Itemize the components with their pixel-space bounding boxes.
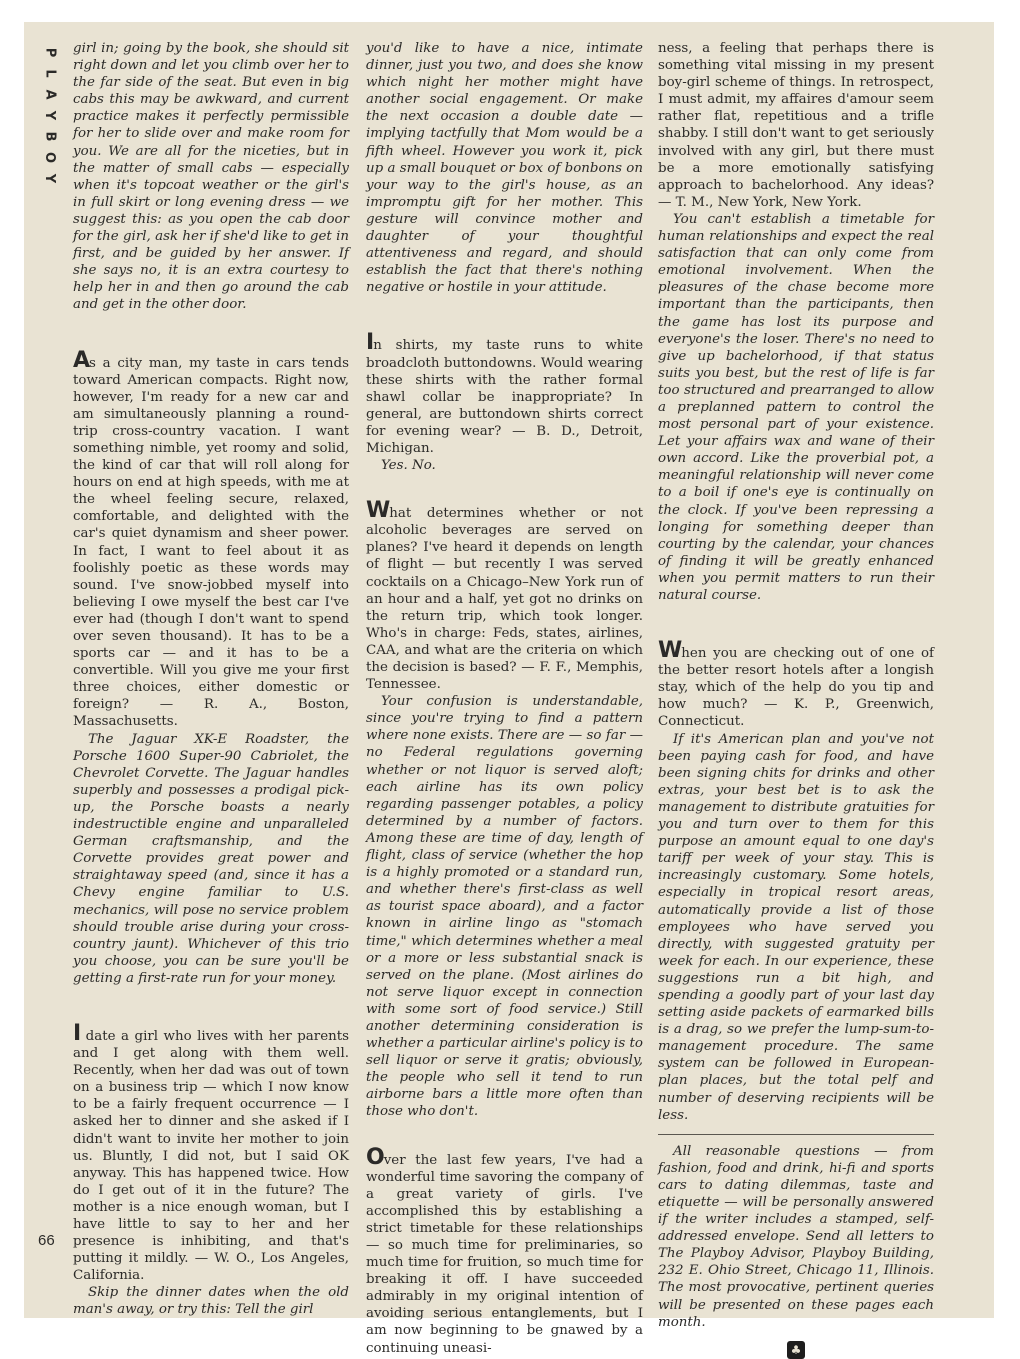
column-1	[73, 40, 349, 1319]
closing-note: All reasonable questions — from fashion, food and drink, hi-fi and sports cars to dating dilemmas, taste and etiquette — will be personally answered if the writer includes a stamped, self-addressed envelope. Send all letters to The Playboy Advisor, Playboy Building, 232 E. Ohio Street, Chicago 11, Illinois. The most provocative, pertinent queries will be presented on these pages each month.	[658, 1143, 934, 1330]
question-tipping: When you are checking out of one of the better resort hotels after a longish stay, which of the help do you tip and how much? — K. P., Greenwich, Connecticut.	[658, 638, 934, 730]
column-2	[366, 40, 643, 1357]
answer-planes: Your confusion is understandable, since you're trying to find a pattern where none exists. There are — so far — no Federal regulations governing whether or not liquor is served aloft; each airline has its own policy regarding passenger potables, a policy determined by a number of factors. Among these are time of day, length of flight, class of service (whether the hop is a highly promoted or a standard run, and whether there's first-class as well as tourist space aboard), and a factor known in airline lingo as "stomach time," which determines whether a meal or a more or less substantial snack is served on the plane. (Most airlines do not serve liquor except in connection with some sort of food service.) Still another determining consideration is whether a particular airline's policy is to sell liquor or serve it gratis; obviously, the people who sell it tend to run airborne bars a little more often than those who don't.	[366, 694, 643, 1120]
bunny-end-mark-icon: ♣	[787, 1341, 805, 1359]
side-label-letter: Y	[42, 173, 58, 184]
magazine-side-label	[38, 42, 58, 189]
answer-cars: The Jaguar XK-E Roadster, the Porsche 1600 Super-90 Cabriolet, the Chevrolet Corvette. The Jaguar handles superbly and possesses a prodigal pick-up, the Porsche boasts a nearly indestructible engine and unparalleled German craftsmanship, and the Corvette provides great power and straightaway speed (and, since it has a Chevy engine familiar to U.S. mechanics, will pose no service problem should trouble arise during your cross-country jaunt). Whichever of this trio you choose, you can be sure you'll be getting a first-rate run for your money.	[73, 731, 349, 986]
question-girls-continued: ness, a feeling that perhaps there is something vital missing in my present boy-girl scheme of things. In retrospect, I must admit, my affaires d'amour seem rather flat, repetitious and a trifle shabby. I still don't want to get seriously involved with any girl, but there must be a more emotionally satisfying approach to bachelorhood. Any ideas? — T. M., New York, New York.	[658, 41, 934, 210]
drop-cap: W	[658, 638, 682, 664]
question-girls: Over the last few years, I've had a wonderful time savoring the company of a great variety of girls. I've accomplished this by establishing a strict timetable for these relationships — so much time for preliminaries, so much time for fruition, so much time for breaking it off. I have succeeded admirably in my original intention of avoiding serious entanglements, but I am now beginning to be gnawed by a continuing uneasi-	[366, 1144, 643, 1356]
question-dinner: I date a girl who lives with her parents and I get along with them well. Recently, when her dad was out of town on a business trip — which I now know to be a fairly frequent occurrence — I asked her to dinner and she asked if I didn't want to invite her mother to join us. Bluntly, I did not, but I said OK anyway. This has happened twice. How do I get out of it in the future? The mother is a nice enough woman, but I have little to say to her and her presence is inhibiting, and that's putting it mildly. — W. O., Los Angeles, California.	[73, 1020, 349, 1284]
drop-cap: I	[73, 1020, 81, 1046]
answer-continued: girl in; going by the book, she should sit right down and let you climb over her to the far side of the seat. But even in big cabs this may be awkward, and current practice makes it perfectly permissible for her to slide over and make room for you. We are all for the niceties, but in the matter of small cabs — especially when it's topcoat weather or the girl's in full skirt or long evening dress — we suggest this: as you open the cab door for the girl, ask her if she'd like to get in first, and be guided by her answer. If she says no, it is an extra courtesy to help her in and then go around the cab and get in the other door.	[73, 41, 349, 313]
question-cars: As a city man, my taste in cars tends toward American compacts. Right now, however, I'm ready for a new car and am simultaneously planning a round-trip cross-country vacation. I want something nimble, yet roomy and solid, the kind of car that will roll along for hours on end at high speeds, with me at the wheel feeling secure, relaxed, comfortable, and delighted with the car's quiet dynamism and sheer power. In fact, I want to feel about it as foolishly poetic as these words may sound. I've snow-jobbed myself into believing I owe myself the best car I've ever had (though I don't want to spend over seven thousand). It has to be a sports car — and it has to be a convertible. Will you give me your first three choices, either domestic or foreign? — R. A., Boston, Massachusetts.	[73, 347, 349, 730]
answer-dinner: Skip the dinner dates when the old man's away, or try this: Tell the girl	[73, 1285, 349, 1318]
side-label-letter: L	[42, 69, 58, 78]
drop-cap: W	[366, 498, 390, 524]
side-label-letter: P	[42, 47, 58, 58]
drop-cap: O	[366, 1144, 384, 1170]
question-planes: What determines whether or not alcoholic beverages are served on planes? I've heard it depends on length of flight — but recently I was served cocktails on a Chicago–New York run of an hour and a half, yet got no drinks on the return trip, which took longer. Who's in charge: Feds, states, airlines, CAA, and what are the criteria on which the decision is based? — F. F., Memphis, Tennessee.	[366, 498, 643, 693]
side-label-letter: B	[42, 131, 58, 142]
answer-tipping: If it's American plan and you've not been paying cash for food, and have been signing chits for drinks and other extras, your best bet is to ask the management to distribute gratuities for you and turn over to them for this purpose an amount equal to one day's tariff per week of your stay. This is increasingly customary. Some hotels, especially in tropical resort areas, automatically provide a list of those employees who have served you directly, with suggested gratuity per week for each. In our experience, these suggestions run a bit high, and spending a goodly part of your last day setting aside packets of earmarked bills is a drag, so we prefer the lump-sum-to-management procedure. The same system can be followed in European-plan places, but the total pelf and number of deserving recipients will be less.	[658, 731, 934, 1123]
answer-girls: You can't establish a timetable for human relationships and expect the real satisfaction that can only come from emotional involvement. When the pleasures of the chase become more important than the participants, then the game has lost its purpose and everyone's the loser. There's no need to give up bachelorhood, if that status suits you best, but the rest of life is far too structured and prearranged to allow a preplanned pattern to control the most personal part of your existence. Let your affairs wax and wane of their own accord. Like the proverbial pot, a meaningful relationship will never come to a boil if one's eye is continually on the clock. If you've been repressing a longing for something deeper than courting by the calendar, your chances of finding it will be greatly enhanced when you permit matters to run their natural course.	[658, 211, 934, 603]
side-label-letter: Y	[42, 110, 58, 121]
drop-cap: A	[73, 347, 90, 373]
side-label-letter: O	[42, 151, 58, 164]
page-number: 66	[38, 1232, 55, 1249]
divider	[658, 1134, 934, 1135]
side-label-letter: A	[42, 89, 58, 100]
answer-shirts: Yes. No.	[381, 458, 436, 474]
magazine-page	[24, 22, 994, 1357]
drop-cap: I	[366, 330, 374, 356]
answer-dinner-continued: you'd like to have a nice, intimate dinner, just you two, and does she know which night her mother might have another social engagement. Or make the next occasion a double date — implying tactfully that Mom would be a fifth wheel. However you work it, pick up a small bouquet or box of bonbons on your way to the girl's house, as an impromptu gift for her mother. This gesture will convince mother and daughter of your thoughtful attentiveness and regard, and should establish the fact that there's nothing negative or hostile in your attitude.	[366, 41, 643, 296]
question-shirts: In shirts, my taste runs to white broadcloth buttondowns. Would wearing these shirts with the rather formal shawl collar be inappropriate? In general, are buttondown shirts correct for evening wear? — B. D., Detroit, Michigan.	[366, 330, 643, 456]
column-3	[658, 40, 934, 1359]
